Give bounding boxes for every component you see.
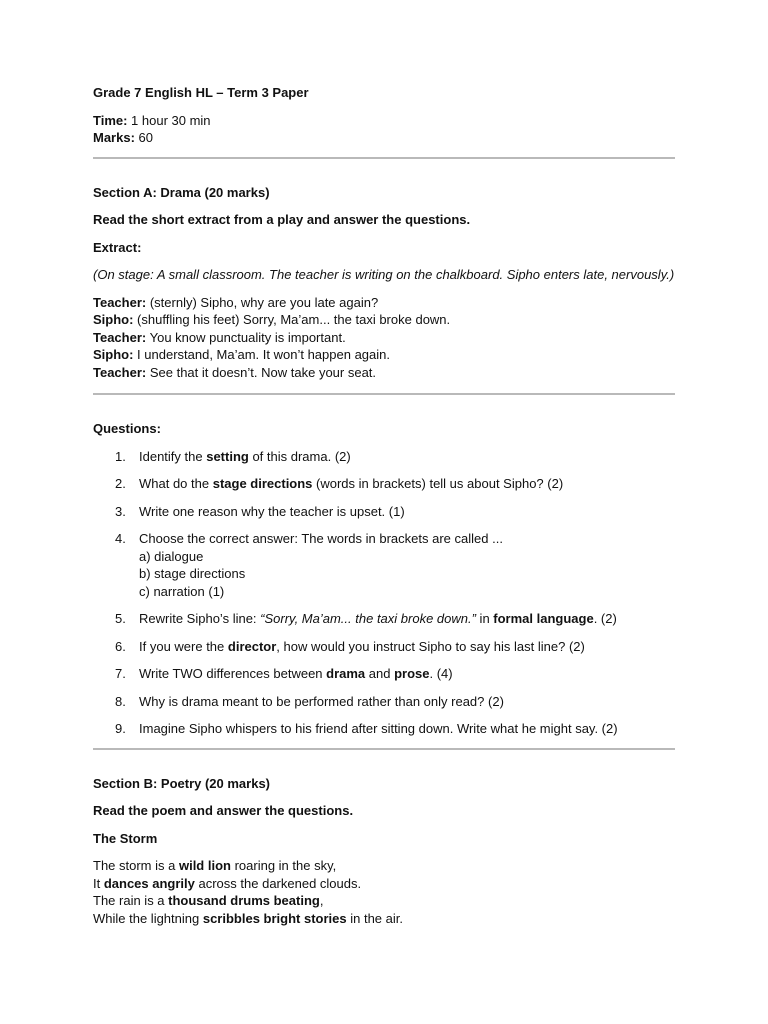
dialogue-line <box>93 294 675 312</box>
questions-heading: Questions: <box>93 421 161 436</box>
question-number: 3. <box>115 503 126 519</box>
question-text: Choose the correct answer: The words in brackets are called ... <box>139 531 503 546</box>
stage-direction: (On stage: A small classroom. The teacher is writing on the chalkboard. Sipho enters late, nervously.) <box>93 267 675 282</box>
question-item <box>93 530 675 600</box>
poem-text: The storm is a <box>93 858 179 873</box>
question-text: Why is drama meant to be performed rather than only read? (2) <box>139 693 504 709</box>
question-keyword: drama <box>326 666 366 681</box>
question-text: , how would you instruct Sipho to say his last line? (2) <box>276 638 585 654</box>
question-text: . (2) <box>593 611 617 626</box>
poem-line <box>93 875 675 893</box>
dialogue-line <box>93 364 675 382</box>
question-item <box>93 638 675 656</box>
question-number: 4. <box>115 531 126 546</box>
poem-keyword: scribbles bright stories <box>202 910 347 926</box>
question-item <box>93 503 675 521</box>
speaker: Teacher: <box>93 294 147 310</box>
extract-label: Extract: <box>93 239 142 255</box>
poem-text: The rain is a <box>93 893 169 908</box>
line-text: I understand, Ma’am. It won’t happen again. <box>133 347 390 362</box>
poem-line <box>93 857 675 875</box>
poem-title: The Storm <box>93 830 158 846</box>
poem-keyword: thousand drums beating <box>168 893 320 908</box>
question-item <box>93 448 675 466</box>
poem-keyword: wild lion <box>178 858 231 873</box>
question-keyword: formal language <box>493 611 594 626</box>
poem-text: across the darkened clouds. <box>194 875 362 891</box>
section-a-instruction: Read the short extract from a play and answer the questions. <box>93 212 471 227</box>
poem-text: It <box>93 875 104 891</box>
question-number: 2. <box>115 476 126 491</box>
dialogue-line <box>93 346 675 364</box>
document-content <box>93 84 675 927</box>
question-number: 6. <box>115 638 126 654</box>
speaker: Teacher: <box>93 364 147 380</box>
answer-option: a) dialogue <box>139 548 204 564</box>
dialogue-line <box>93 329 675 347</box>
question-text: Identify the <box>139 448 207 464</box>
question-text: Rewrite Sipho’s line: <box>139 611 261 626</box>
poem-line <box>93 910 675 928</box>
question-number: 7. <box>115 666 126 681</box>
question-item <box>93 693 675 711</box>
question-text: Imagine Sipho whispers to his friend after sitting down. Write what he might say. (2) <box>139 721 618 736</box>
divider <box>93 748 675 750</box>
question-text: . (4) <box>429 666 453 681</box>
question-text: (words in brackets) tell us about Sipho? (2) <box>312 476 564 491</box>
time-label: Time: <box>93 112 128 128</box>
question-text: If you were the <box>139 638 228 654</box>
section-b-heading: Section B: Poetry (20 marks) <box>93 775 271 791</box>
time-value: 1 hour 30 min <box>127 112 211 128</box>
divider <box>93 157 675 159</box>
time-line <box>93 112 675 130</box>
poem-text: in the air. <box>346 910 403 926</box>
speaker: Teacher: <box>93 329 147 345</box>
question-text: Write TWO differences between <box>139 666 327 681</box>
line-text: (shuffling his feet) Sorry, Ma’am... the taxi broke down. <box>133 312 451 327</box>
question-text: of this drama. (2) <box>248 448 351 464</box>
question-number: 8. <box>115 693 126 709</box>
poem-text: roaring in the sky, <box>230 858 337 873</box>
question-keyword: director <box>227 638 277 654</box>
section-a-heading: Section A: Drama (20 marks) <box>93 184 270 200</box>
question-keyword: stage directions <box>212 476 313 491</box>
line-text: See that it doesn’t. Now take your seat. <box>146 364 377 380</box>
question-text: and <box>365 666 395 681</box>
divider <box>93 393 675 395</box>
speaker: Sipho: <box>93 312 134 327</box>
section-b-instruction: Read the poem and answer the questions. <box>93 803 354 818</box>
question-item <box>93 720 675 738</box>
question-number: 1. <box>115 448 126 464</box>
marks-value: 60 <box>134 130 153 145</box>
poem-line <box>93 892 675 910</box>
question-item <box>93 475 675 493</box>
line-text: You know punctuality is important. <box>146 329 346 345</box>
line-text: (sternly) Sipho, why are you late again? <box>146 294 379 310</box>
answer-option: c) narration (1) <box>139 583 225 599</box>
question-keyword: prose <box>394 666 430 681</box>
question-text: What do the <box>139 476 213 491</box>
dialogue-line <box>93 311 675 329</box>
question-item <box>93 610 675 628</box>
marks-label: Marks: <box>93 130 135 145</box>
question-text: Write one reason why the teacher is upset. (1) <box>139 503 405 519</box>
poem-text: While the lightning <box>93 910 203 926</box>
marks-line <box>93 129 675 147</box>
paper-title: Grade 7 English HL – Term 3 Paper <box>93 85 309 100</box>
answer-option: b) stage directions <box>139 566 246 581</box>
question-text: in <box>475 611 494 626</box>
question-keyword: setting <box>206 448 249 464</box>
question-item <box>93 665 675 683</box>
speaker: Sipho: <box>93 347 134 362</box>
quoted-line: “Sorry, Ma’am... the taxi broke down.” <box>260 611 476 626</box>
question-number: 9. <box>115 721 126 736</box>
poem-keyword: dances angrily <box>103 875 195 891</box>
question-number: 5. <box>115 611 126 626</box>
poem-text: , <box>319 893 324 908</box>
question-list <box>93 448 675 738</box>
